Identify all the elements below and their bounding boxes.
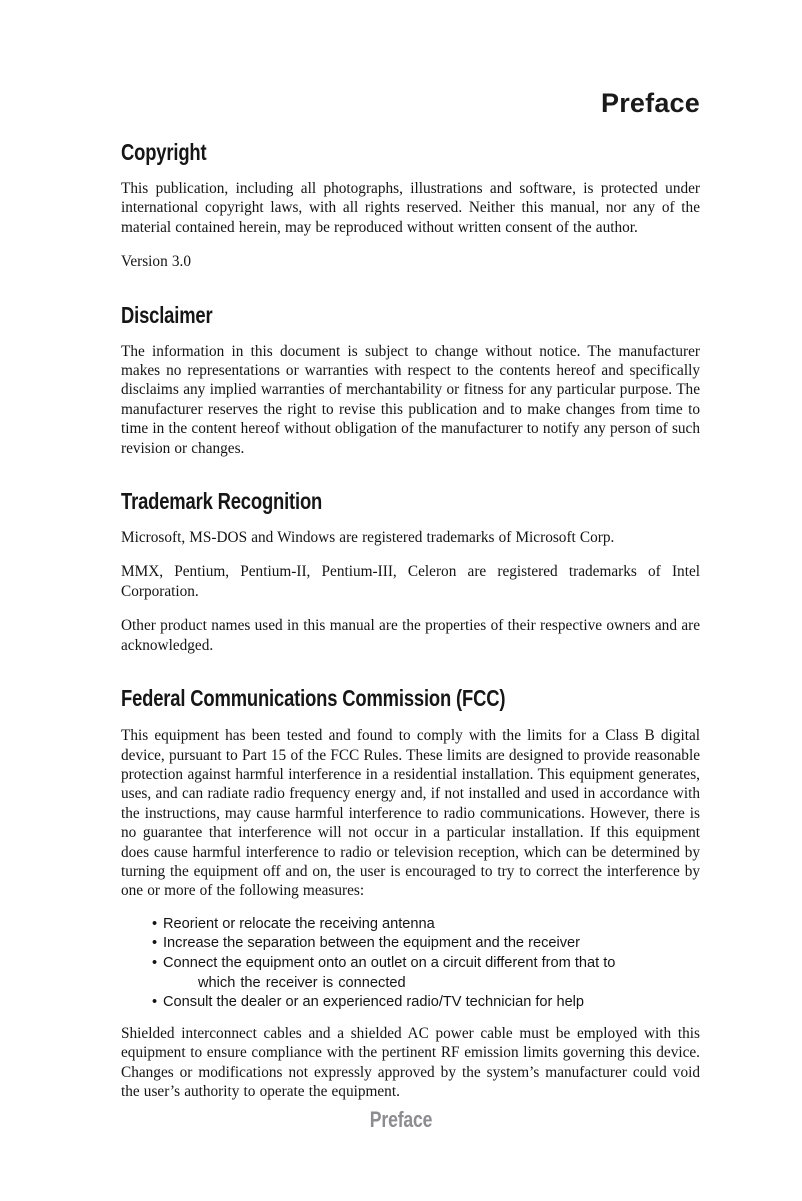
list-item-label: Increase the separation between the equipment and the receiver (163, 935, 581, 952)
trademark-paragraph-intel: MMX, Pentium, Pentium-II, Pentium-III, Celeron are registered trademarks of Intel Corporation. (121, 563, 700, 600)
section-heading-copyright: Copyright (121, 140, 207, 165)
bullet-icon: • (152, 915, 158, 932)
section-heading-disclaimer: Disclaimer (121, 302, 213, 328)
page-footer (0, 1107, 802, 1133)
list-item-continuation: which the receiver is connected (198, 974, 406, 991)
section-heading-trademark-recognition: Trademark Recognition (121, 489, 323, 515)
section-heading-trademark-wrap (121, 489, 700, 515)
list-item (152, 993, 700, 1013)
disclaimer-paragraph: The information in this document is subject to change without notice. The manufacturer makes no representations or warranties with respect to the contents hereof and specifically disclaims any implied warranties of merchantability or fitness for any particular purpose. The manufacturer reserves the right to revise this publication and to make changes from time to time in the content hereof without obligation of the manufacturer to notify any person of such revision or changes. (121, 342, 700, 457)
section-heading-copyright-wrap (121, 140, 700, 166)
list-item-label: Connect the equipment onto an outlet on a circuit different from that to (163, 954, 616, 971)
list-item-label: Consult the dealer or an experienced radio/TV technician for help (163, 994, 585, 1011)
version-label: Version 3.0 (121, 253, 191, 271)
list-item (152, 915, 700, 935)
section-heading-federal-communications-commission: Federal Communications Commission (FCC) (121, 686, 506, 712)
fcc-paragraph-shielded-cables: Shielded interconnect cables and a shielded AC power cable must be employed with this equipment to ensure compliance with the pertinent RF emission limits governing this device. Changes or modifications not expressly approved by the system’s manufacturer could void the user’s authority to operate the equipment. (121, 1024, 700, 1100)
page-title: Preface (601, 88, 700, 118)
footer-label: Preface (369, 1107, 433, 1132)
list-item-label: Reorient or relocate the receiving antenna (163, 915, 435, 932)
section-heading-disclaimer-wrap (121, 303, 700, 329)
list-item (152, 954, 700, 993)
bullet-icon: • (152, 994, 158, 1011)
list-item (152, 934, 700, 954)
fcc-measures-list (121, 915, 700, 1013)
fcc-paragraph-compliance: This equipment has been tested and found to comply with the limits for a Class B digital device, pursuant to Part 15 of the FCC Rules. These limits are designed to provide reasonable protection against harmful interference in a residential installation. This equipment generates, uses, and can radiate radio frequency energy and, if not installed and used in accordance with the instructions, may cause harmful interference to radio communications. However, there is no guarantee that interference will not occur in a particular installation. If this equipment does cause harmful interference to radio or television reception, which can be determined by turning the equipment off and on, the user is encouraged to try to correct the interference by one or more of the following measures: (121, 727, 700, 900)
trademark-paragraph-microsoft: Microsoft, MS-DOS and Windows are registered trademarks of Microsoft Corp. (121, 529, 615, 547)
bullet-icon: • (152, 954, 158, 971)
section-heading-fcc-wrap (121, 686, 700, 712)
document-content (121, 88, 700, 1101)
bullet-icon: • (152, 935, 158, 952)
trademark-paragraph-other: Other product names used in this manual are the properties of their respective owners and are acknowledged. (121, 617, 700, 654)
copyright-paragraph: This publication, including all photographs, illustrations and software, is protected under international copyright laws, with all rights reserved. Neither this manual, nor any of the material contained herein, may be reproduced without written consent of the author. (121, 180, 700, 236)
